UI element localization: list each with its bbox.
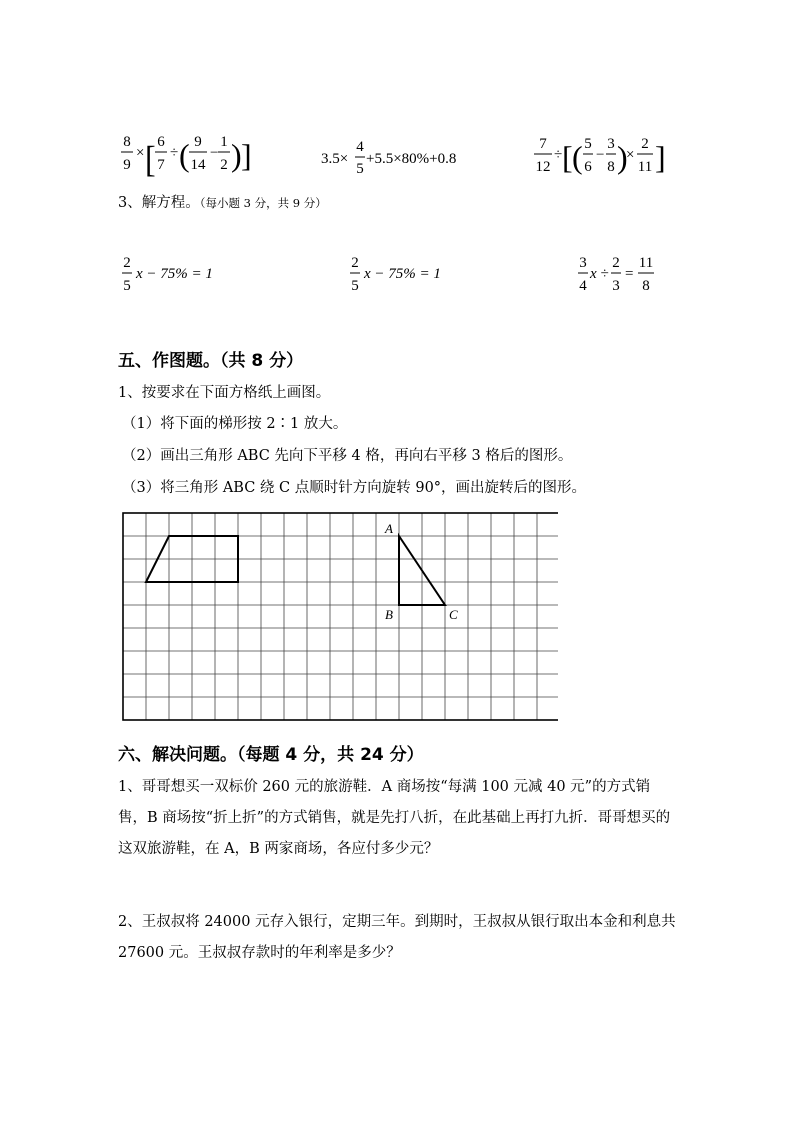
frac-num: 2 — [351, 255, 359, 271]
section-3-title — [118, 196, 327, 211]
minus-sign: − — [210, 145, 219, 161]
right-paren: ) — [617, 139, 628, 175]
divide-sign: ÷ — [170, 145, 179, 161]
frac-den: 8 — [607, 159, 615, 175]
calc-expression-3 — [530, 128, 670, 184]
frac-num: 9 — [194, 134, 202, 150]
frac-num: 2 — [641, 136, 649, 152]
frac-den: 11 — [637, 159, 653, 175]
frac-num: 4 — [356, 139, 364, 155]
section-3-note: （每小题 3 分，共 9 分） — [199, 196, 327, 210]
expr-tail: +5.5×80%+0.8 — [366, 151, 457, 167]
section-5-sub-2: （2）画出三角形 ABC 先向下平移 4 格，再向右平移 3 格后的图形。 — [122, 448, 573, 464]
calc-expression-1 — [116, 128, 256, 184]
frac-num: 8 — [123, 134, 131, 150]
frac-den: 5 — [356, 161, 364, 177]
frac-num: 1 — [220, 134, 228, 150]
section-5-heading: 五、作图题。（共 8 分） — [118, 351, 304, 371]
equation-1 — [116, 250, 226, 300]
section-5-question-1: 1、按要求在下面方格纸上画图。 — [118, 385, 331, 401]
frac-den: 6 — [584, 159, 592, 175]
problem-1: 1、哥哥想买一双标价 260 元的旅游鞋．A 商场按“每满 100 元减 40 元”的方式销售，B 商场按“折上折”的方式销售，就是先打八折，在此基础上再打九折．哥哥想买的这双旅游鞋，在 A，B 两家商场，各应付多少元？ — [118, 779, 671, 857]
frac-num: 5 — [584, 136, 592, 152]
frac-den: 14 — [190, 157, 206, 173]
equation-mid: x ÷ — [590, 266, 609, 282]
right-bracket: ] — [655, 139, 666, 175]
frac-num: 2 — [123, 255, 131, 271]
frac-den: 12 — [535, 159, 551, 175]
frac-num: 3 — [579, 255, 587, 271]
frac-num: 6 — [157, 134, 165, 150]
vertex-label-a: A — [385, 521, 393, 536]
section-5-sub-3: （3）将三角形 ABC 绕 C 点顺时针方向旋转 90°，画出旋转后的图形。 — [122, 480, 587, 496]
frac-den: 7 — [157, 157, 165, 173]
left-bracket: [ — [562, 139, 573, 175]
frac-den: 8 — [642, 278, 650, 294]
right-paren: ) — [231, 137, 242, 173]
frac-den: 9 — [123, 157, 131, 173]
times-sign: × — [626, 147, 635, 163]
grid-border — [123, 513, 558, 720]
frac-num: 7 — [539, 136, 547, 152]
problem-2: 2、王叔叔将 24000 元存入银行，定期三年。到期时，王叔叔从银行取出本金和利息共 27600 元。王叔叔存款时的年利率是多少？ — [118, 914, 676, 961]
frac-num: 11 — [638, 255, 654, 271]
divide-sign: ÷ — [554, 147, 563, 163]
minus-sign: − — [596, 147, 605, 163]
equation-rest: x − 75% = 1 — [364, 266, 441, 282]
calc-expression-2 — [318, 128, 488, 184]
frac-den: 5 — [351, 278, 359, 294]
equation-2 — [344, 250, 454, 300]
frac-num: 2 — [612, 255, 620, 271]
right-bracket: ] — [241, 137, 252, 173]
frac-num: 3 — [607, 136, 615, 152]
left-bracket: [ — [145, 139, 156, 181]
left-paren: ( — [572, 139, 583, 175]
frac-den: 5 — [123, 278, 131, 294]
equation-rest: x − 75% = 1 — [136, 266, 213, 282]
equation-3 — [572, 250, 672, 300]
expr-lead: 3.5× — [321, 151, 349, 167]
section-5-sub-1: （1）将下面的梯形按 2∶1 放大。 — [122, 416, 348, 432]
frac-den: 3 — [612, 278, 620, 294]
frac-den: 2 — [220, 157, 228, 173]
times-sign: × — [136, 145, 145, 161]
section-6-heading: 六、解决问题。（每题 4 分，共 24 分） — [118, 745, 424, 765]
section-3-label: 3、解方程。 — [118, 195, 200, 211]
vertex-label-c: C — [449, 607, 458, 622]
drawing-grid — [120, 512, 558, 723]
left-paren: ( — [179, 137, 190, 173]
equals-sign: = — [625, 266, 634, 282]
frac-den: 4 — [579, 278, 587, 294]
vertex-label-b: B — [385, 607, 393, 622]
